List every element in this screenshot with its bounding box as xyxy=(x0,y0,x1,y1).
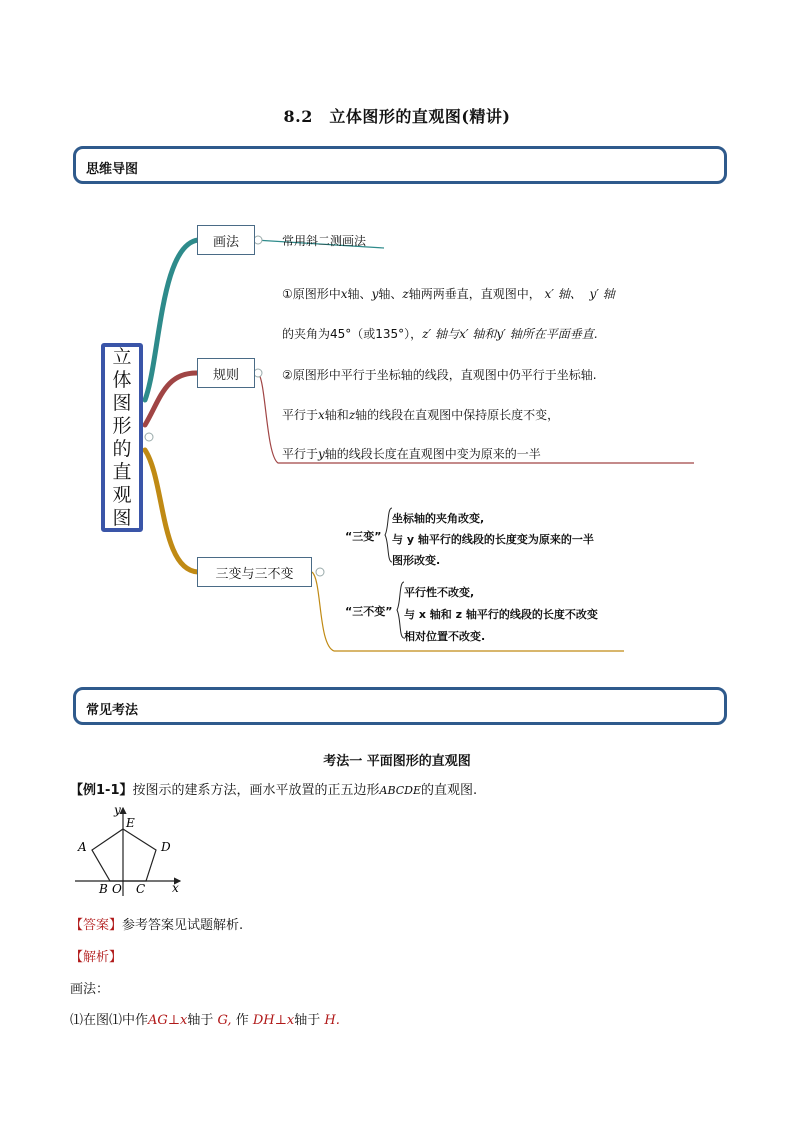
nochange-item: 与 x 轴和 z 轴平行的线段的长度不改变 xyxy=(404,608,598,621)
central-char: 立 xyxy=(112,345,132,368)
change-label: “三变” xyxy=(345,530,382,543)
mindmap-node-rules: 规则 xyxy=(197,358,255,388)
vertex-label-d: D xyxy=(161,840,171,854)
mindmap-node-draw: 画法 xyxy=(197,225,255,255)
central-char: 的 xyxy=(112,437,132,460)
central-char: 观 xyxy=(112,483,132,506)
example-line: 【例1-1】按图示的建系方法，画水平放置的正五边形ABCDE的直观图. xyxy=(70,783,478,798)
axis-label-x: x xyxy=(172,881,179,895)
central-char: 体 xyxy=(112,368,132,391)
rule-line-2: 的夹角为45°（或135°），z′ 轴与x′ 轴和y′ 轴所在平面垂直. xyxy=(282,327,598,341)
change-item: 坐标轴的夹角改变, xyxy=(392,512,485,525)
central-char: 直 xyxy=(112,460,132,483)
example-tag: 【例1-1】 xyxy=(70,783,133,798)
central-char: 形 xyxy=(112,414,132,437)
method-title: 考法一 平面图形的直观图 xyxy=(323,754,471,769)
vertex-label-b: B xyxy=(99,882,108,896)
mindmap-node-three: 三变与三不变 xyxy=(197,557,312,587)
axis-label-y: y xyxy=(114,803,121,817)
section-header-methods xyxy=(73,687,727,725)
nochange-item: 平行性不改变, xyxy=(404,586,475,599)
answer-line: 【答案】参考答案见试题解析. xyxy=(70,918,244,933)
rule-line-3: ②原图形中平行于坐标轴的线段，直观图中仍平行于坐标轴. xyxy=(282,368,597,382)
section-label: 常见考法 xyxy=(86,703,139,718)
central-char: 图 xyxy=(112,391,132,414)
vertex-label-e: E xyxy=(126,816,135,830)
section-label: 思维导图 xyxy=(86,162,139,177)
step-1: ⑴在图⑴中作AG⊥x轴于 G, 作 DH⊥x轴于 H. xyxy=(70,1013,340,1028)
change-item: 与 y 轴平行的线段的长度变为原来的一半 xyxy=(392,533,594,546)
nochange-label: “三不变” xyxy=(345,605,393,618)
mindmap-central-node xyxy=(101,343,143,532)
draw-method-text: 常用斜二测画法 xyxy=(282,234,367,248)
rule-line-4: 平行于x轴和z轴的线段在直观图中保持原长度不变， xyxy=(282,408,560,422)
pentagon-figure xyxy=(70,800,190,900)
nochange-item: 相对位置不改变. xyxy=(404,630,486,643)
central-char: 图 xyxy=(112,506,132,529)
analysis-tag: 【解析】 xyxy=(70,950,123,965)
origin-label: O xyxy=(112,882,122,896)
vertex-label-c: C xyxy=(136,882,146,896)
rule-line-1: ①原图形中x轴、y轴、z轴两两垂直，直观图中， x′ 轴、 y′ 轴 xyxy=(282,287,615,301)
vertex-label-a: A xyxy=(78,840,87,854)
method-label: 画法： xyxy=(70,982,110,997)
answer-tag: 【答案】 xyxy=(70,918,123,933)
page-title: 8.2 立体图形的直观图(精讲) xyxy=(283,107,511,126)
rule-line-5: 平行于y轴的线段长度在直观图中变为原来的一半 xyxy=(282,447,541,461)
change-item: 图形改变. xyxy=(392,554,441,567)
